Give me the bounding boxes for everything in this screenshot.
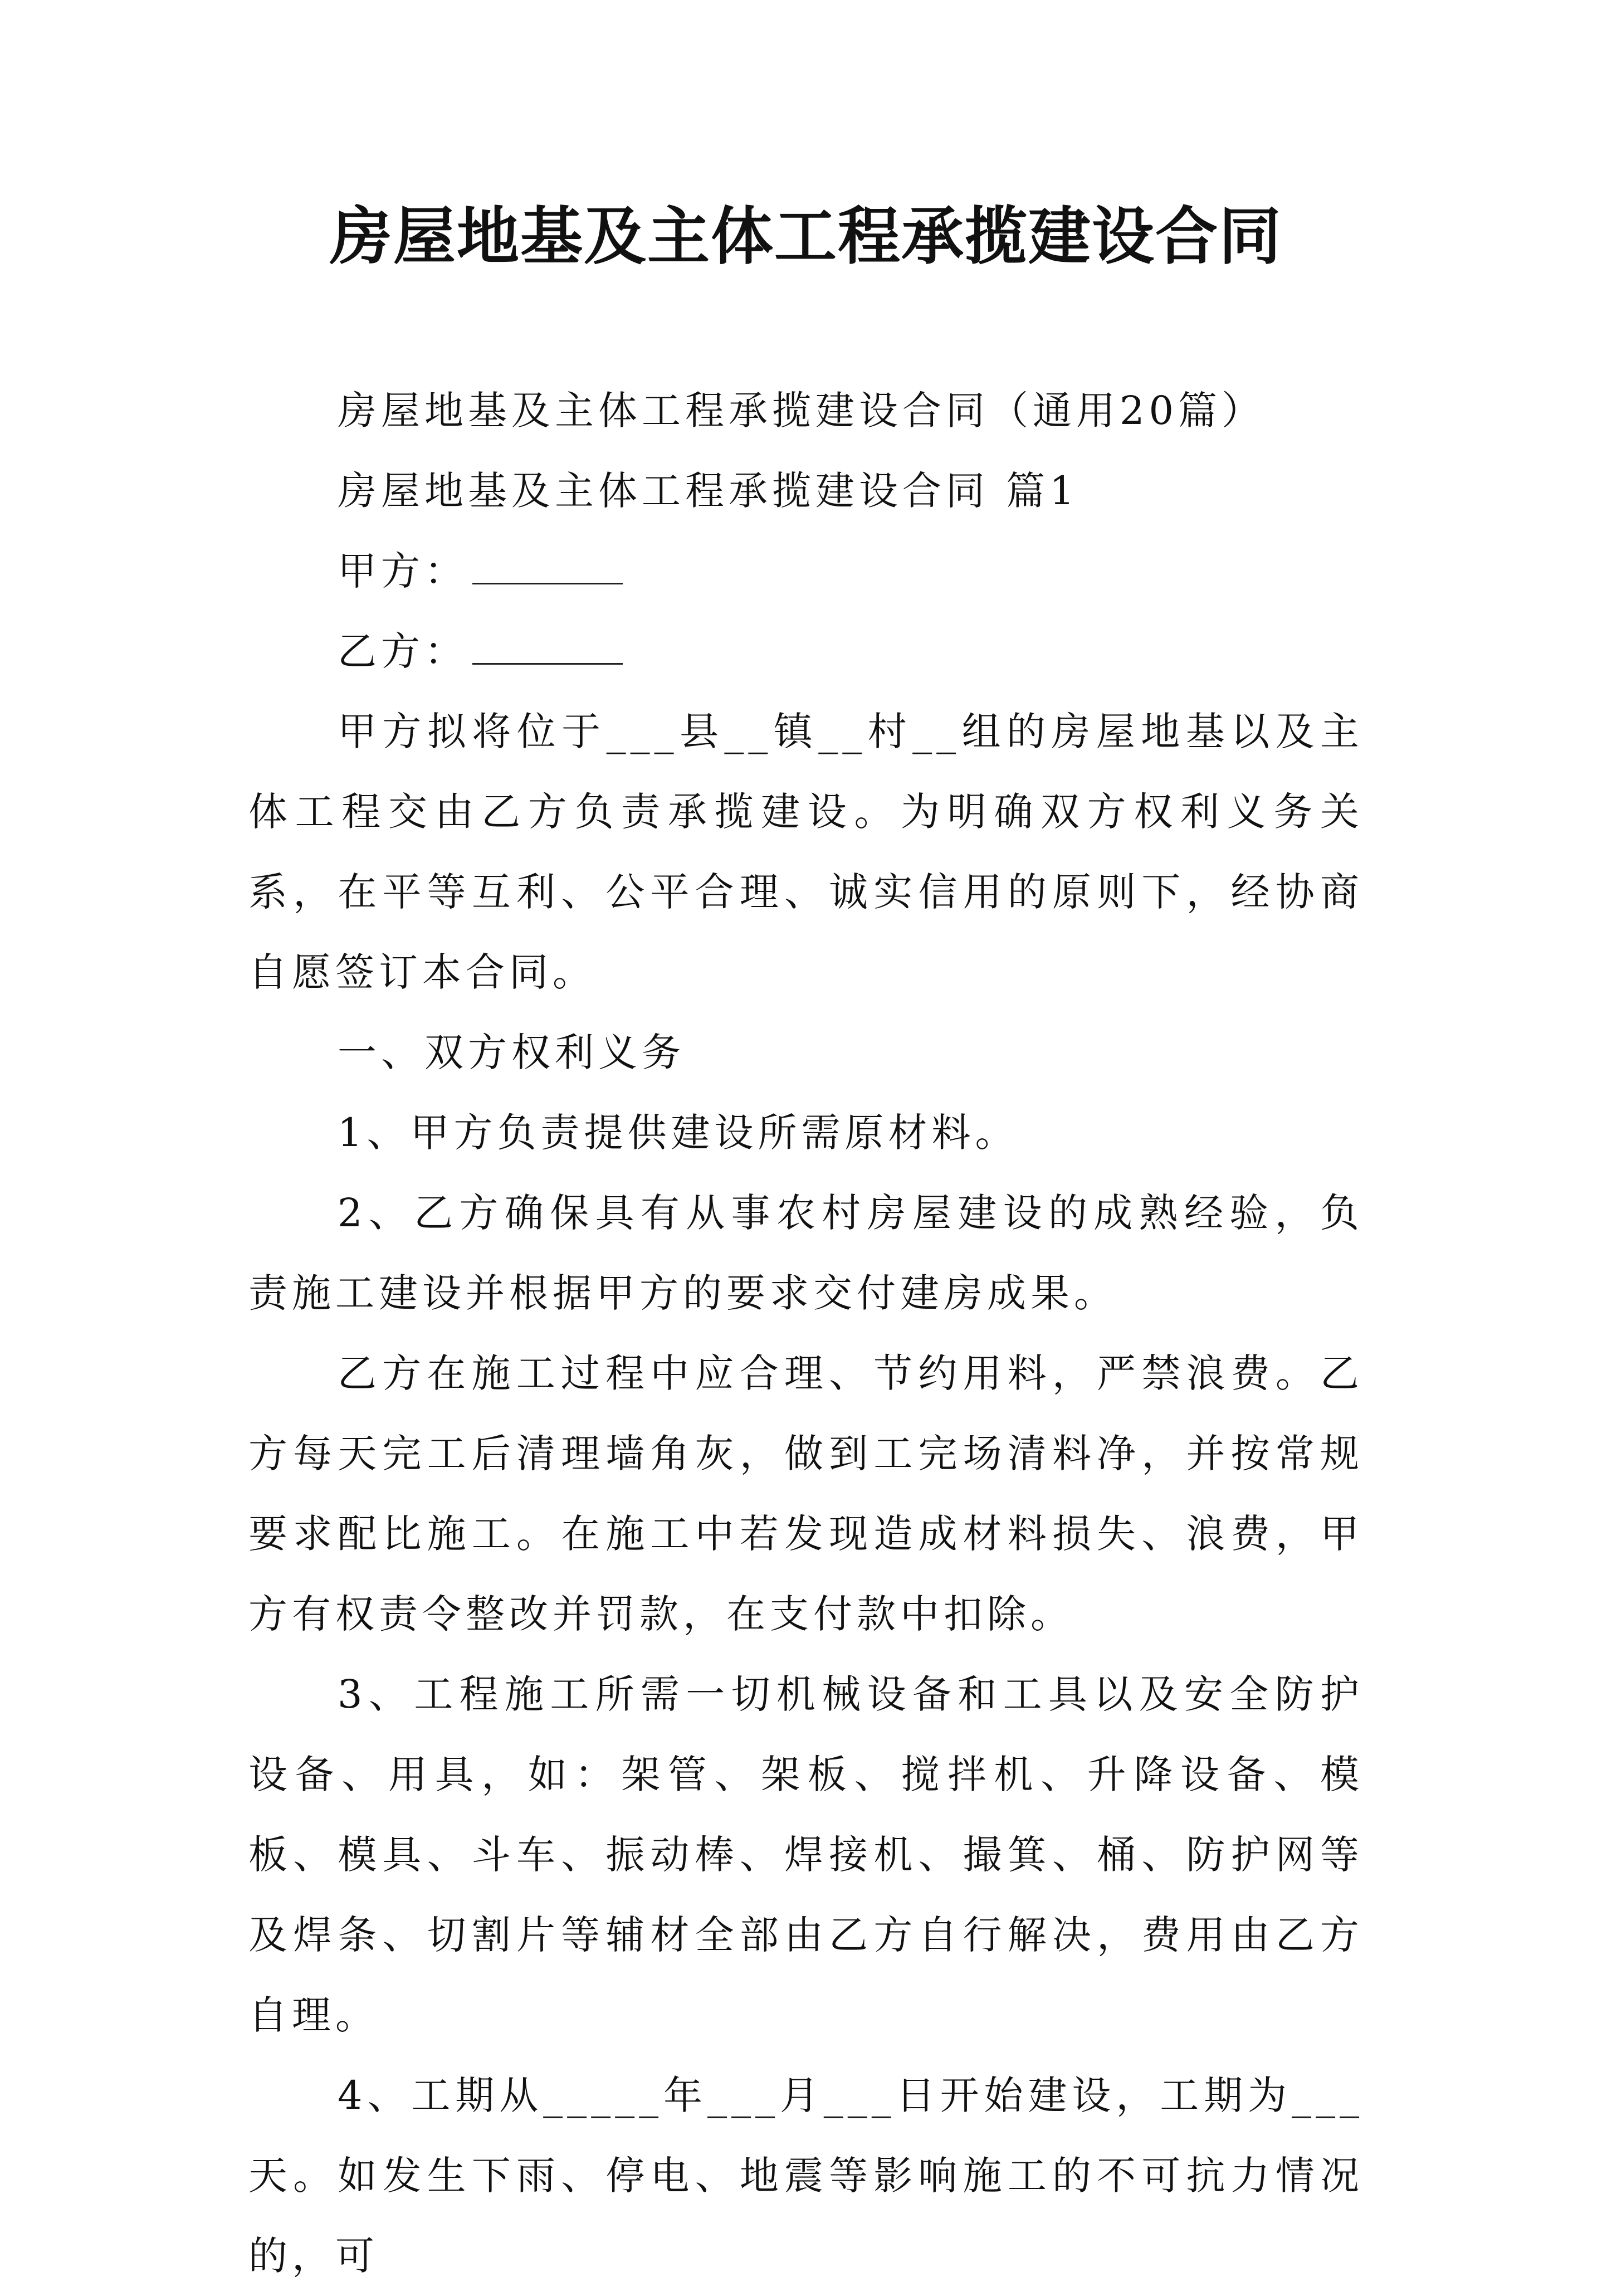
paragraph-clause-4: 4、工期从_____年___月___日开始建设，工期为___天。如发生下雨、停电、地震等影响施工的不可抗力情况的，可 xyxy=(248,2073,1364,2279)
paragraph-clause-2: 2、乙方确保具有从事农村房屋建设的成熟经验，负责施工建设并根据甲方的要求交付建房成果。 xyxy=(248,1190,1364,1316)
document-title: 房屋地基及主体工程承揽建设合同 xyxy=(330,201,1282,273)
party-b-blank xyxy=(472,632,623,665)
party-a-label: 甲方： xyxy=(338,548,468,594)
paragraph-clause-3: 3、工程施工所需一切机械设备和工具以及安全防护设备、用具，如：架管、架板、搅拌机、升降设备、模板、模具、斗车、振动棒、焊接机、撮箕、桶、防护网等及焊条、切割片等辅材全部由乙方自行解决，费用由乙方自理。 xyxy=(248,1671,1364,2038)
paragraph-section-heading: 房屋地基及主体工程承揽建设合同 篇1 xyxy=(338,468,1079,514)
party-b-line xyxy=(248,611,1364,691)
party-a-line xyxy=(248,531,1364,611)
paragraph-subtitle: 房屋地基及主体工程承揽建设合同（通用20篇） xyxy=(338,388,1266,433)
party-a-blank xyxy=(472,552,623,584)
paragraph-clause-1: 1、甲方负责提供建设所需原材料。 xyxy=(338,1110,1019,1156)
document-body xyxy=(248,371,1364,2296)
party-b-label: 乙方： xyxy=(338,628,468,674)
paragraph-clause-2-detail: 乙方在施工过程中应合理、节约用料，严禁浪费。乙方每天完工后清理墙角灰，做到工完场清料净，并按常规要求配比施工。在施工中若发现造成材料损失、浪费，甲方有权责令整改并罚款，在支付款中扣除。 xyxy=(248,1351,1364,1637)
paragraph-intro: 甲方拟将位于___县__镇__村__组的房屋地基以及主体工程交由乙方负责承揽建设。为明确双方权利义务关系，在平等互利、公平合理、诚实信用的原则下，经协商自愿签订本合同。 xyxy=(248,709,1364,995)
paragraph-heading-rights: 一、双方权利义务 xyxy=(338,1030,685,1075)
